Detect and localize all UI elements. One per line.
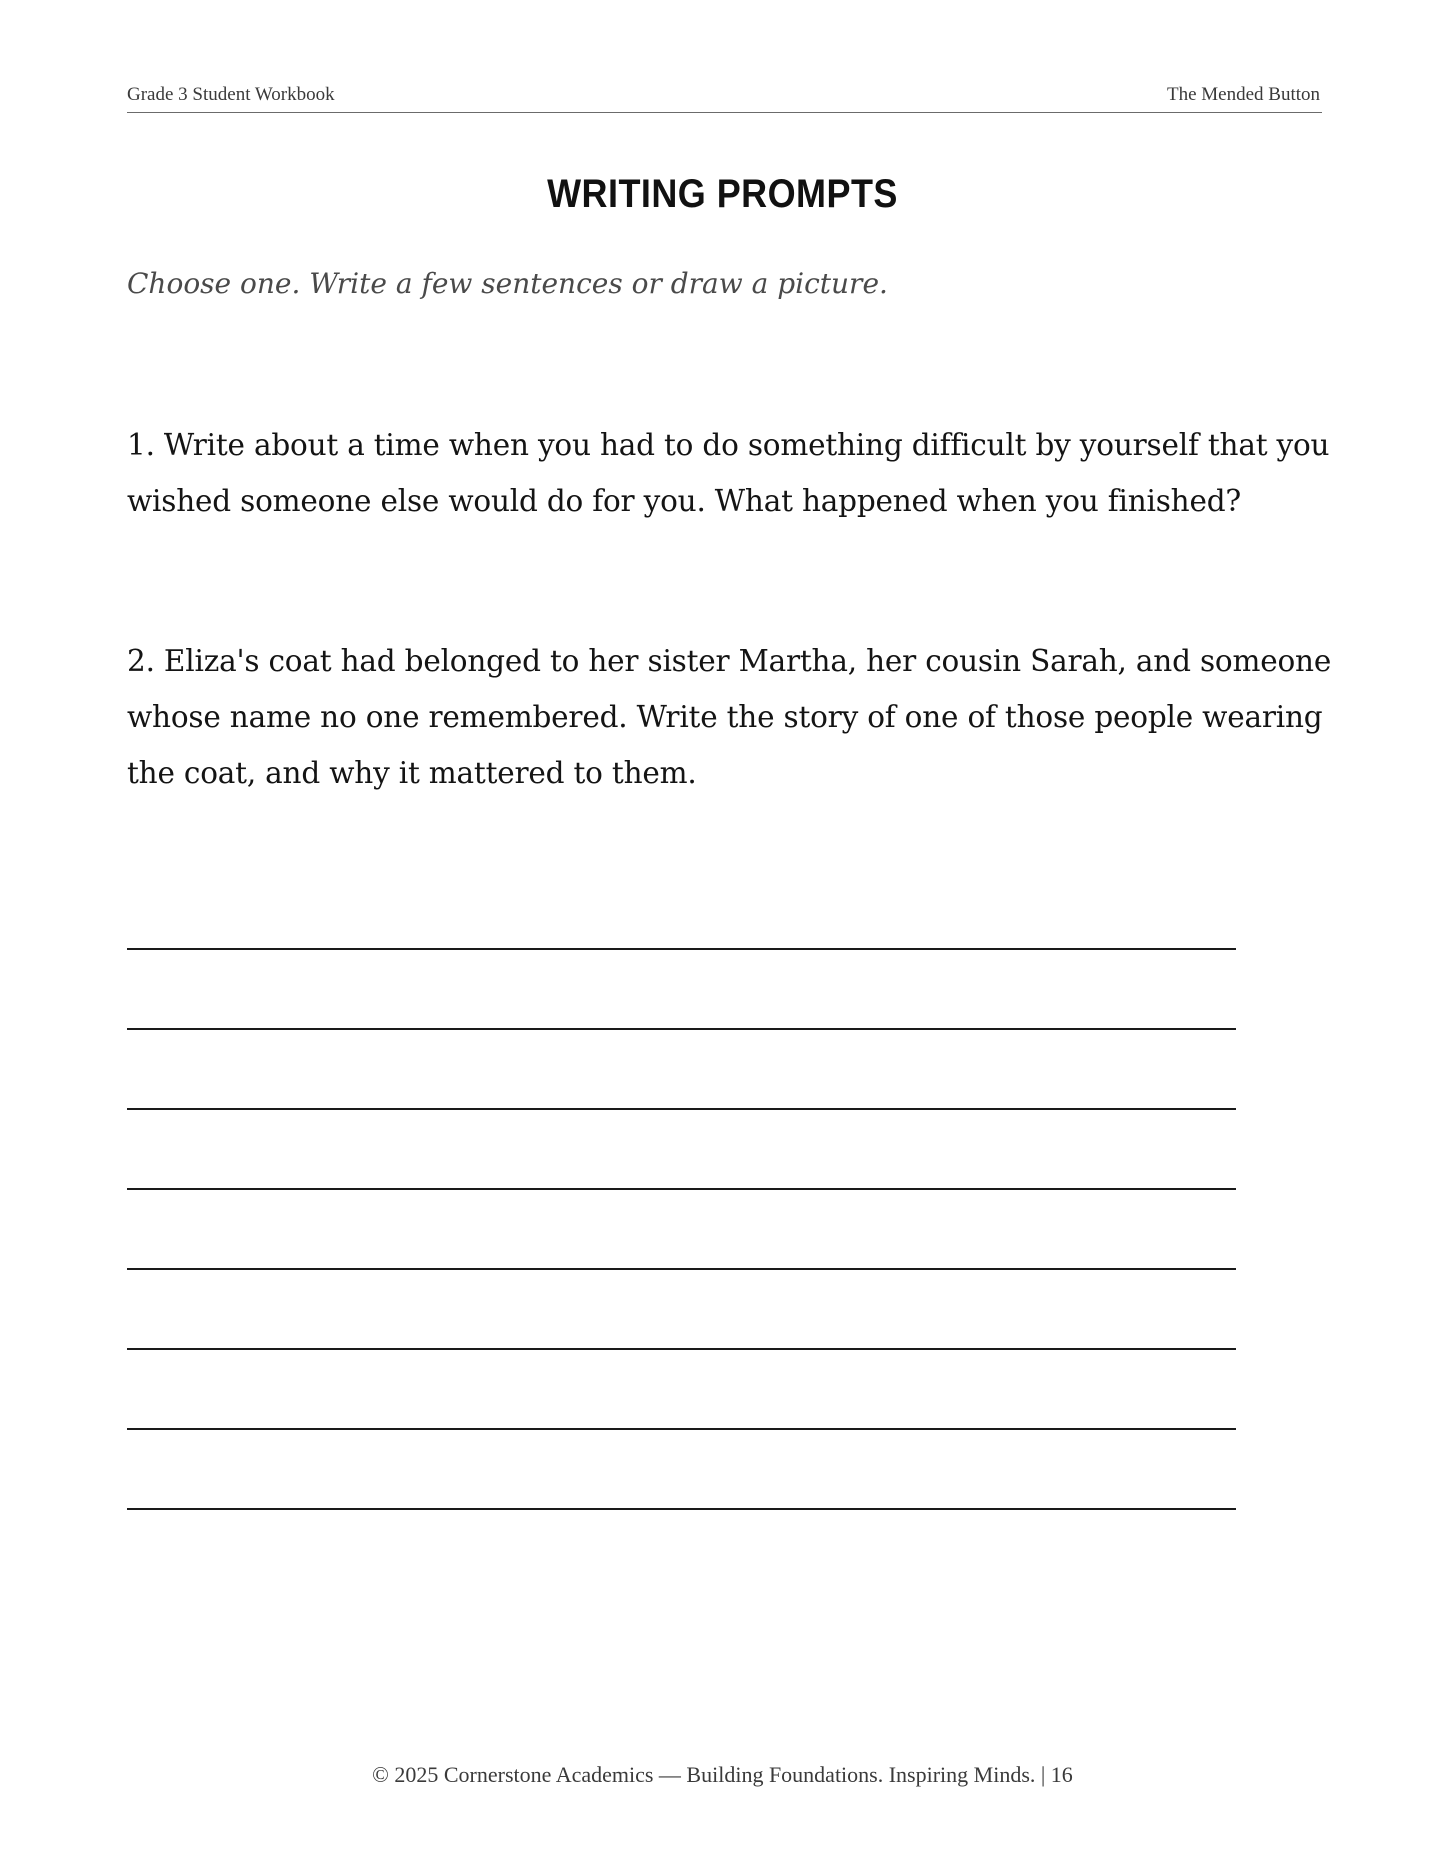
page-title: WRITING PROMPTS (547, 172, 898, 216)
answer-writing-area[interactable] (127, 868, 1236, 1510)
instructions: Choose one. Write a few sentences or draw a picture. (127, 267, 888, 300)
writing-line[interactable] (127, 1350, 1236, 1430)
page-footer: © 2025 Cornerstone Academics — Building Foundations. Inspiring Minds. | 16 (372, 1762, 1073, 1787)
running-header (127, 82, 1322, 113)
writing-line[interactable] (127, 1190, 1236, 1270)
writing-prompt-1: 1. Write about a time when you had to do something difficult by yourself that you wished someone else would do for you. What happened when you finished? (127, 428, 1330, 518)
writing-line[interactable] (127, 1030, 1236, 1110)
writing-line[interactable] (127, 950, 1236, 1030)
writing-line[interactable] (127, 1430, 1236, 1510)
header-workbook-title: Grade 3 Student Workbook (127, 84, 335, 105)
writing-line[interactable] (127, 1110, 1236, 1190)
writing-line[interactable] (127, 1270, 1236, 1350)
writing-line[interactable] (127, 868, 1236, 950)
header-story-title: The Mended Button (1166, 84, 1320, 105)
writing-prompt-2: 2. Eliza's coat had belonged to her sister Martha, her cousin Sarah, and someone whose name no one remembered. Write the story of one of those people wearing the coat, and why it mattered to them. (127, 644, 1332, 790)
